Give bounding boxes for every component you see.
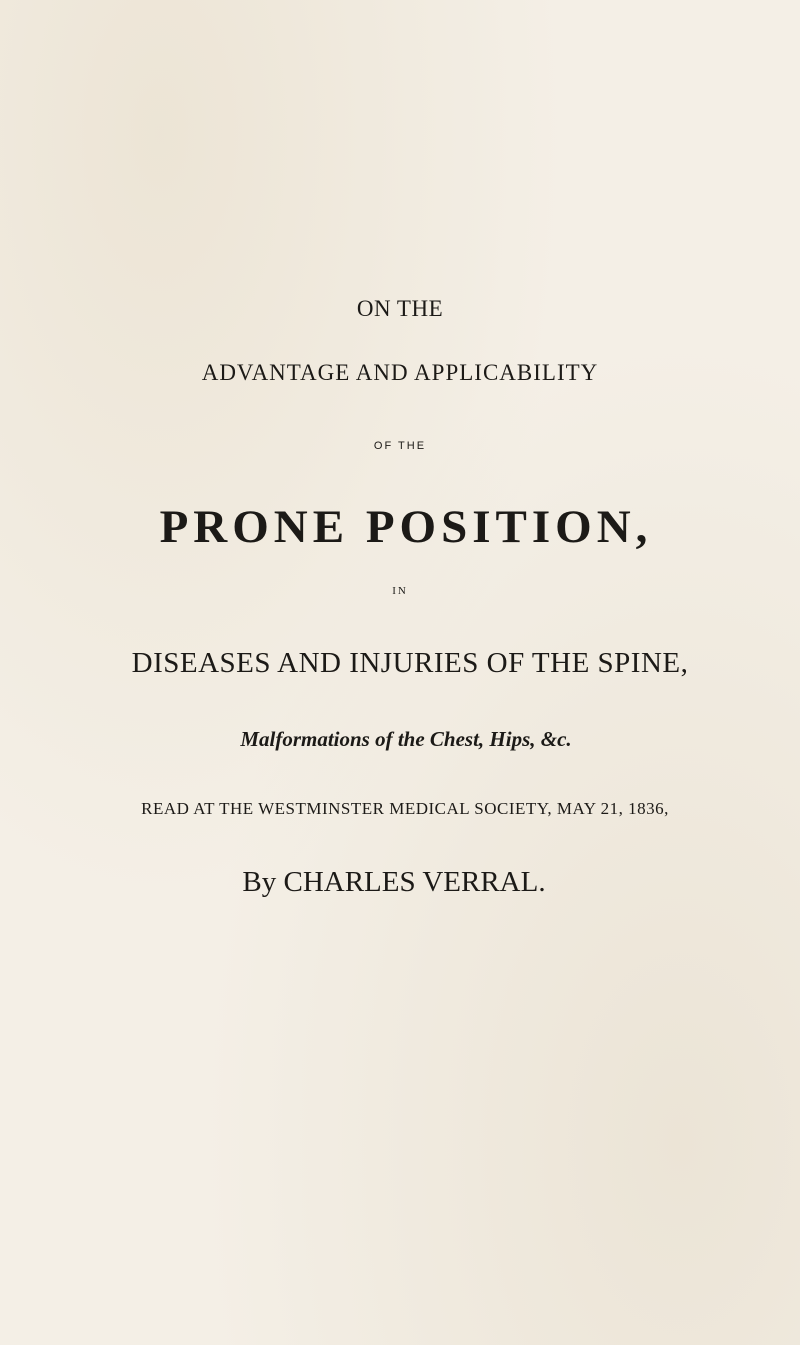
subtitle-diseases: DISEASES AND INJURIES OF THE SPINE,: [131, 647, 689, 679]
author-name: CHARLES VERRAL.: [283, 866, 546, 898]
main-title-prone-position: PRONE POSITION,: [159, 501, 653, 553]
subtitle-malformations: Malformations of the Chest, Hips, &c.: [240, 727, 572, 751]
heading-of-the: OF THE: [373, 440, 427, 452]
heading-advantage: ADVANTAGE AND APPLICABILITY: [201, 360, 599, 385]
heading-in: IN: [392, 585, 408, 597]
author-byline: [0, 866, 794, 899]
byline-prefix: By: [242, 866, 277, 898]
heading-on-the: ON THE: [356, 296, 444, 321]
read-at-note: READ AT THE WESTMINSTER MEDICAL SOCIETY, MAY 21, 1836,: [141, 799, 669, 818]
